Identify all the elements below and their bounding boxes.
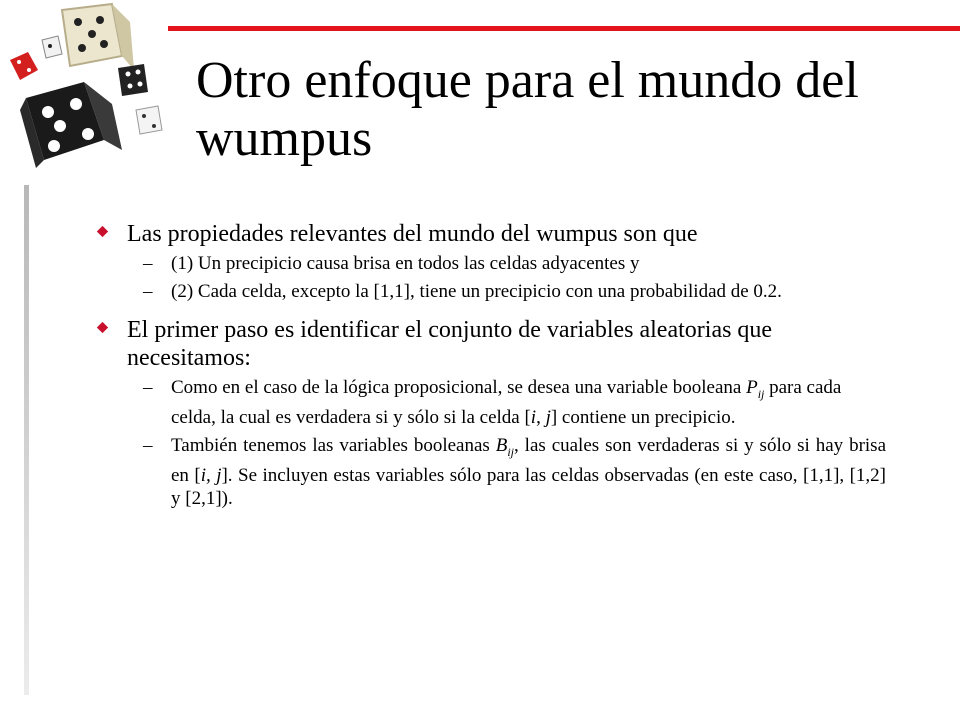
tiny-white-die	[136, 106, 162, 134]
bullet-item	[96, 316, 886, 372]
variable-b: B	[495, 435, 508, 456]
small-black-die	[118, 64, 148, 96]
bullet-item	[96, 220, 886, 248]
variable-subscript: ij	[757, 387, 765, 401]
dash-bullet-icon: –	[143, 377, 153, 398]
black-die	[20, 82, 122, 168]
slide-content	[96, 220, 886, 515]
slide-title: Otro enfoque para el mundo del wumpus	[196, 52, 859, 167]
dash-bullet-icon: –	[143, 281, 153, 302]
sub-bullet-text: También tenemos las variables booleanas $B_{ij}$, las cuales son verdaderas si y sólo si hay brisa en [i, j]. Se incluyen estas variables sólo para las celdas observadas (en este caso, [1,1], [1,2] y [2,1]).	[171, 435, 886, 509]
sub-bullet-item	[96, 252, 886, 275]
sub-bullet-item	[96, 434, 886, 510]
red-die	[10, 52, 38, 80]
title-accent-rule	[168, 26, 960, 31]
bullet-text: Las propiedades relevantes del mundo del wumpus son que	[127, 221, 698, 247]
small-white-die	[42, 36, 62, 58]
sub-bullet-text: Como en el caso de la lógica proposicional, se desea una variable booleana $P_{ij}$ para cada celda, la cual es verdadera si y sólo si la celda [i, j] contiene un precipicio.	[171, 377, 842, 428]
dice-illustration	[0, 0, 170, 180]
left-accent-rule	[24, 185, 29, 695]
sub-bullet-text: (1) Un precipicio causa brisa en todos las celdas adyacentes y	[171, 253, 640, 274]
bullet-text: El primer paso es identificar el conjunto de variables aleatorias que necesitamos:	[127, 317, 773, 371]
variable-p: P	[746, 377, 758, 398]
sub-bullet-item	[96, 376, 886, 429]
diamond-bullet-icon	[96, 225, 109, 238]
diamond-bullet-icon	[96, 321, 109, 334]
sub-bullet-text: (2) Cada celda, excepto la [1,1], tiene un precipicio con una probabilidad de 0.2.	[171, 281, 782, 302]
sub-bullet-item	[96, 280, 886, 303]
dash-bullet-icon: –	[143, 253, 153, 274]
dash-bullet-icon: –	[143, 435, 153, 456]
cream-die	[62, 4, 134, 70]
variable-subscript: ij	[507, 445, 515, 459]
